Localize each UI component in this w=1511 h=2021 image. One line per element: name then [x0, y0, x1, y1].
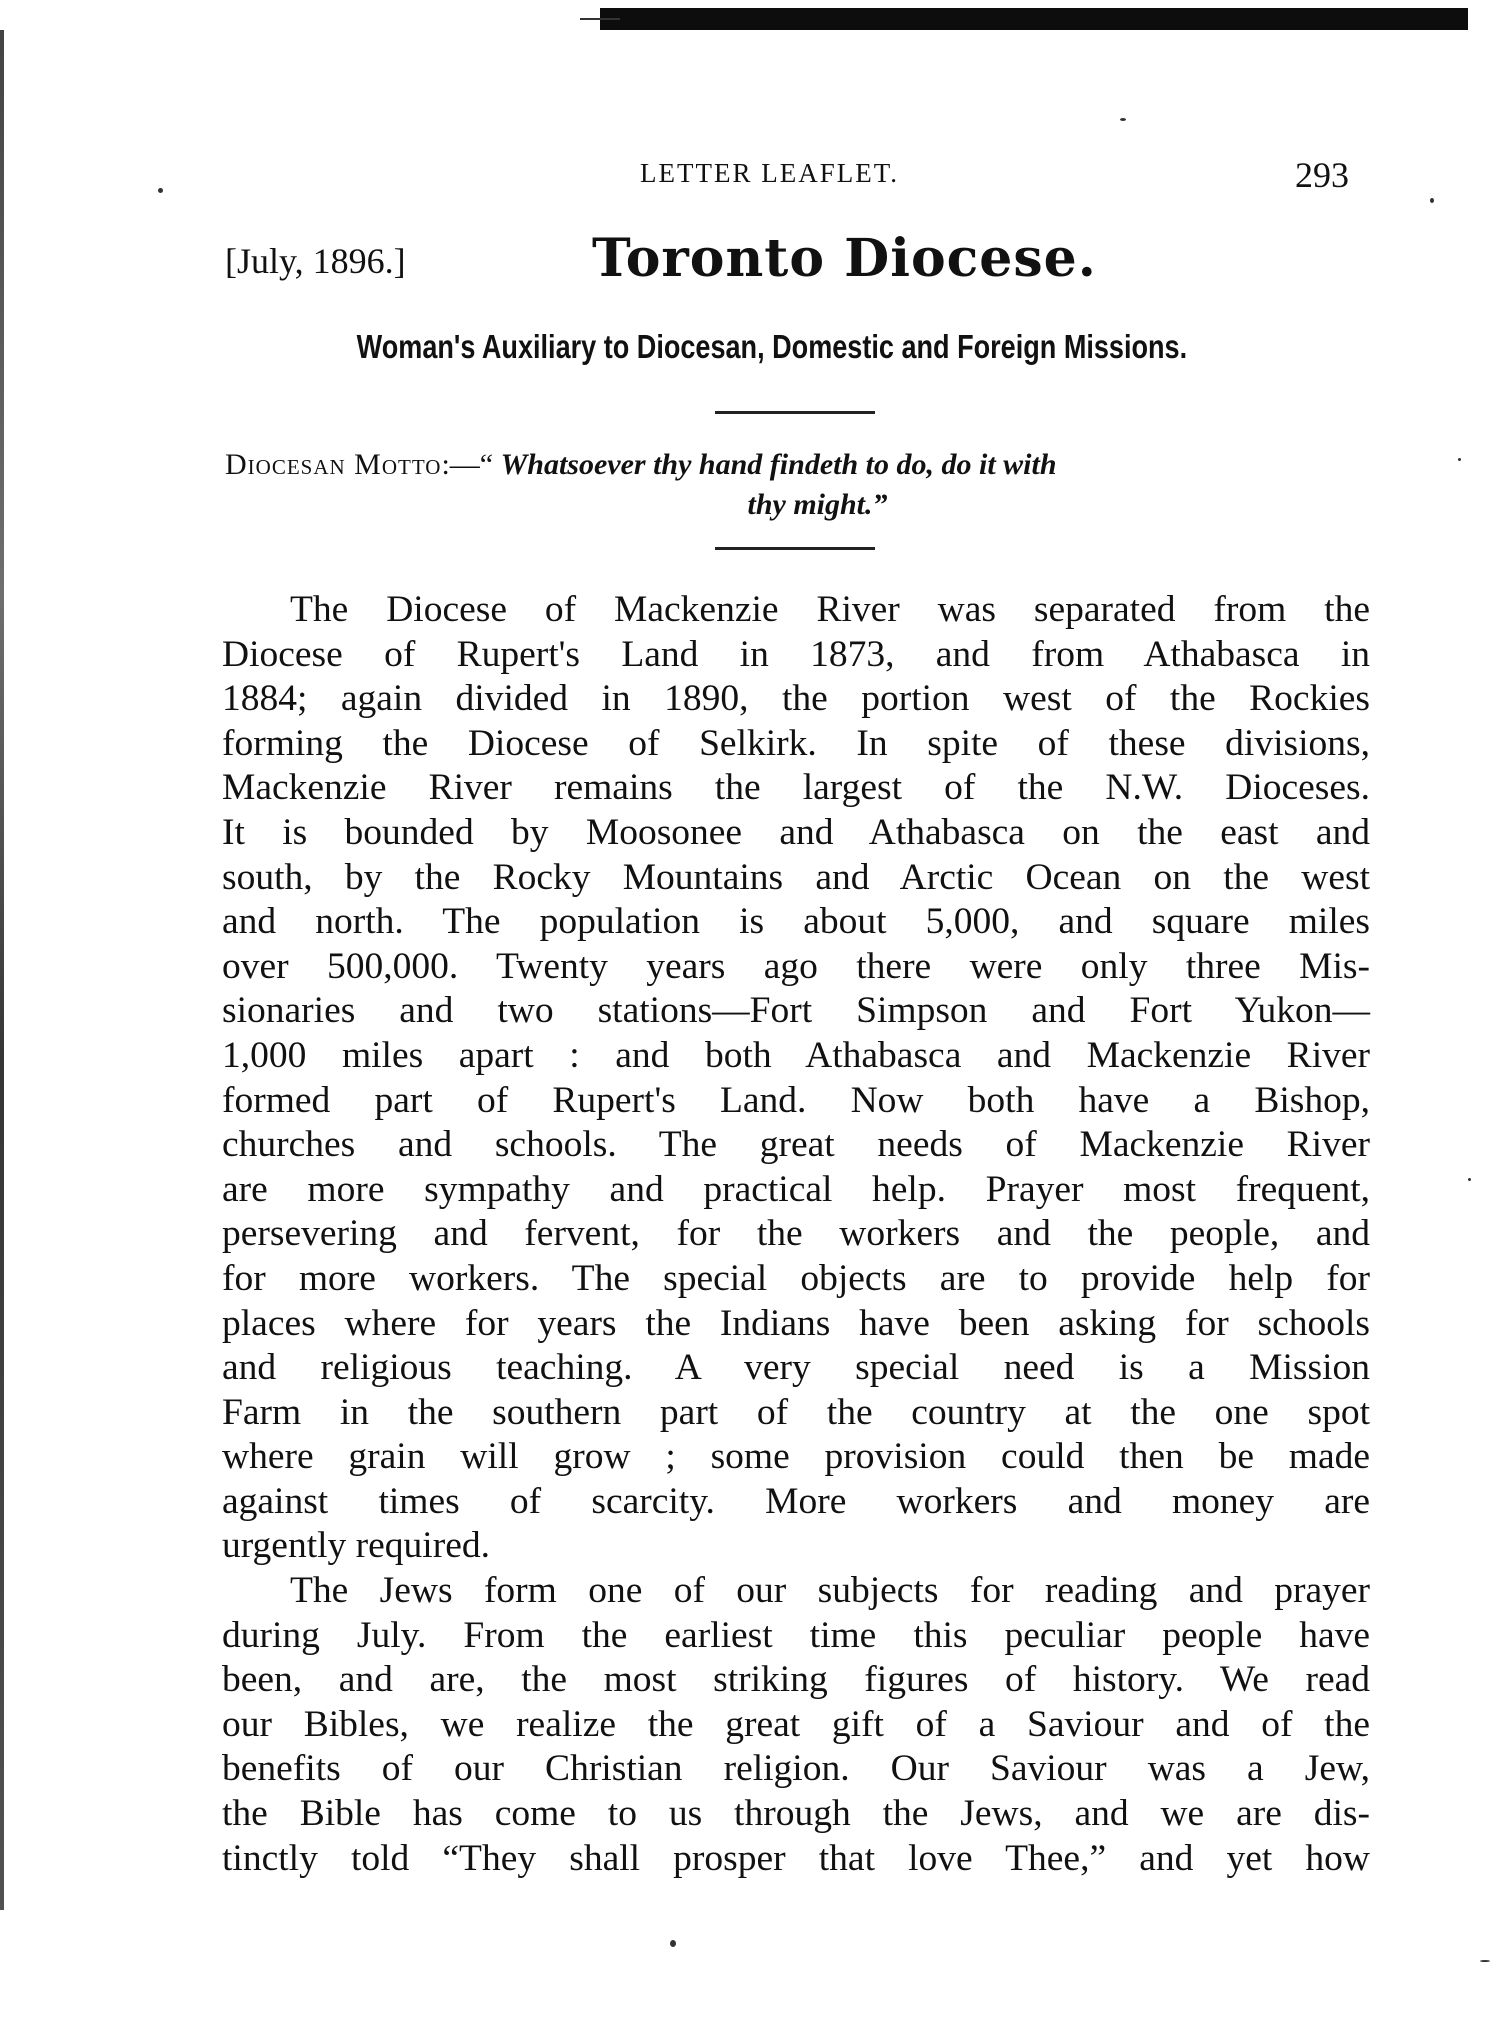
paragraph-1-line: for more workers. The special objects are to provide help for: [222, 1257, 1370, 1299]
motto-label: Diocesan Motto: [225, 448, 442, 481]
paragraph-2-line: benefits of our Christian religion. Our Saviour was a Jew,: [222, 1748, 1370, 1790]
paragraph-1-line: south, by the Rocky Mountains and Arctic Ocean on the west: [222, 856, 1370, 898]
paragraph-1-line: 1,000 miles apart : and both Athabasca and Mackenzie River: [222, 1034, 1370, 1076]
page-edge-shadow: [0, 30, 4, 1910]
paragraph-1-line: and religious teaching. A very special need is a Mission: [222, 1347, 1370, 1389]
print-speck: [1468, 1178, 1471, 1181]
paragraph-1-line: 1884; again divided in 1890, the portion west of the Rockies: [222, 678, 1370, 720]
society-subtitle: Woman's Auxiliary to Diocesan, Domestic and Foreign Missions.: [356, 328, 1188, 365]
motto-text-line2: thy might.”: [747, 488, 888, 521]
paragraph-1-line: places where for years the Indians have been asking for schools: [222, 1302, 1370, 1344]
paragraph-2-line: our Bibles, we realize the great gift of a Saviour and of the: [222, 1703, 1370, 1745]
paragraph-2-line: the Bible has come to us through the Jews, and we are dis-: [222, 1793, 1370, 1835]
top-border-rule-thin: [580, 18, 620, 20]
paragraph-1-line: Diocese of Rupert's Land in 1873, and from Athabasca in: [222, 633, 1370, 675]
paragraph-1-line: forming the Diocese of Selkirk. In spite of these divisions,: [222, 722, 1370, 764]
print-speck: [670, 1940, 676, 1947]
print-speck: [1430, 198, 1434, 203]
running-head: [0, 155, 1511, 198]
top-border-rule: [600, 8, 1468, 30]
paragraph-1-line: where grain will grow ; some provision could then be made: [222, 1436, 1370, 1478]
paragraph-2-line: tinctly told “They shall prosper that love Thee,” and yet how: [222, 1837, 1370, 1879]
paragraph-2-line: during July. From the earliest time this peculiar people have: [222, 1614, 1370, 1656]
divider-rule-top: [715, 411, 875, 414]
paragraph-2-line: The Jews form one of our subjects for reading and prayer: [290, 1570, 1370, 1612]
print-speck: [158, 188, 163, 193]
paragraph-1-line: persevering and fervent, for the workers and the people, and: [222, 1213, 1370, 1255]
page-number: 293: [1295, 155, 1349, 195]
article-body: [222, 588, 1370, 1881]
issue-date: [July, 1896.]: [225, 241, 406, 281]
motto-text-line1: Whatsoever thy hand findeth to do, do it with: [500, 448, 1057, 481]
motto-separator: :—“: [441, 448, 501, 481]
paragraph-1-line: against times of scarcity. More workers and money are: [222, 1480, 1370, 1522]
paragraph-1-line: churches and schools. The great needs of Mackenzie River: [222, 1124, 1370, 1166]
paragraph-1-line: are more sympathy and practical help. Prayer most frequent,: [222, 1168, 1370, 1210]
diocesan-motto: [225, 445, 1370, 525]
print-speck: [1458, 458, 1461, 461]
paragraph-1-line: sionaries and two stations—Fort Simpson and Fort Yukon—: [222, 990, 1370, 1032]
paragraph-1-line: The Diocese of Mackenzie River was separated from the: [290, 589, 1370, 630]
diocese-title: Toronto Diocese.: [592, 228, 1097, 289]
paragraph-1-line: It is bounded by Moosonee and Athabasca on the east and: [222, 811, 1370, 853]
paragraph-1-line: over 500,000. Twenty years ago there were only three Mis-: [222, 945, 1370, 987]
paragraph-1-line: and north. The population is about 5,000, and square miles: [222, 901, 1370, 943]
paragraph-1-line: Farm in the southern part of the country at the one spot: [222, 1391, 1370, 1433]
print-speck: [1120, 118, 1126, 121]
paragraph-1-line: formed part of Rupert's Land. Now both have a Bishop,: [222, 1079, 1370, 1121]
paragraph-1-line: Mackenzie River remains the largest of the N.W. Dioceses.: [222, 767, 1370, 809]
divider-rule-bottom: [715, 547, 875, 550]
paragraph-2-line: been, and are, the most striking figures of history. We read: [222, 1659, 1370, 1701]
paragraph-1-line: urgently required.: [222, 1525, 490, 1567]
print-speck: [1480, 1960, 1490, 1962]
running-title: LETTER LEAFLET.: [640, 158, 899, 188]
